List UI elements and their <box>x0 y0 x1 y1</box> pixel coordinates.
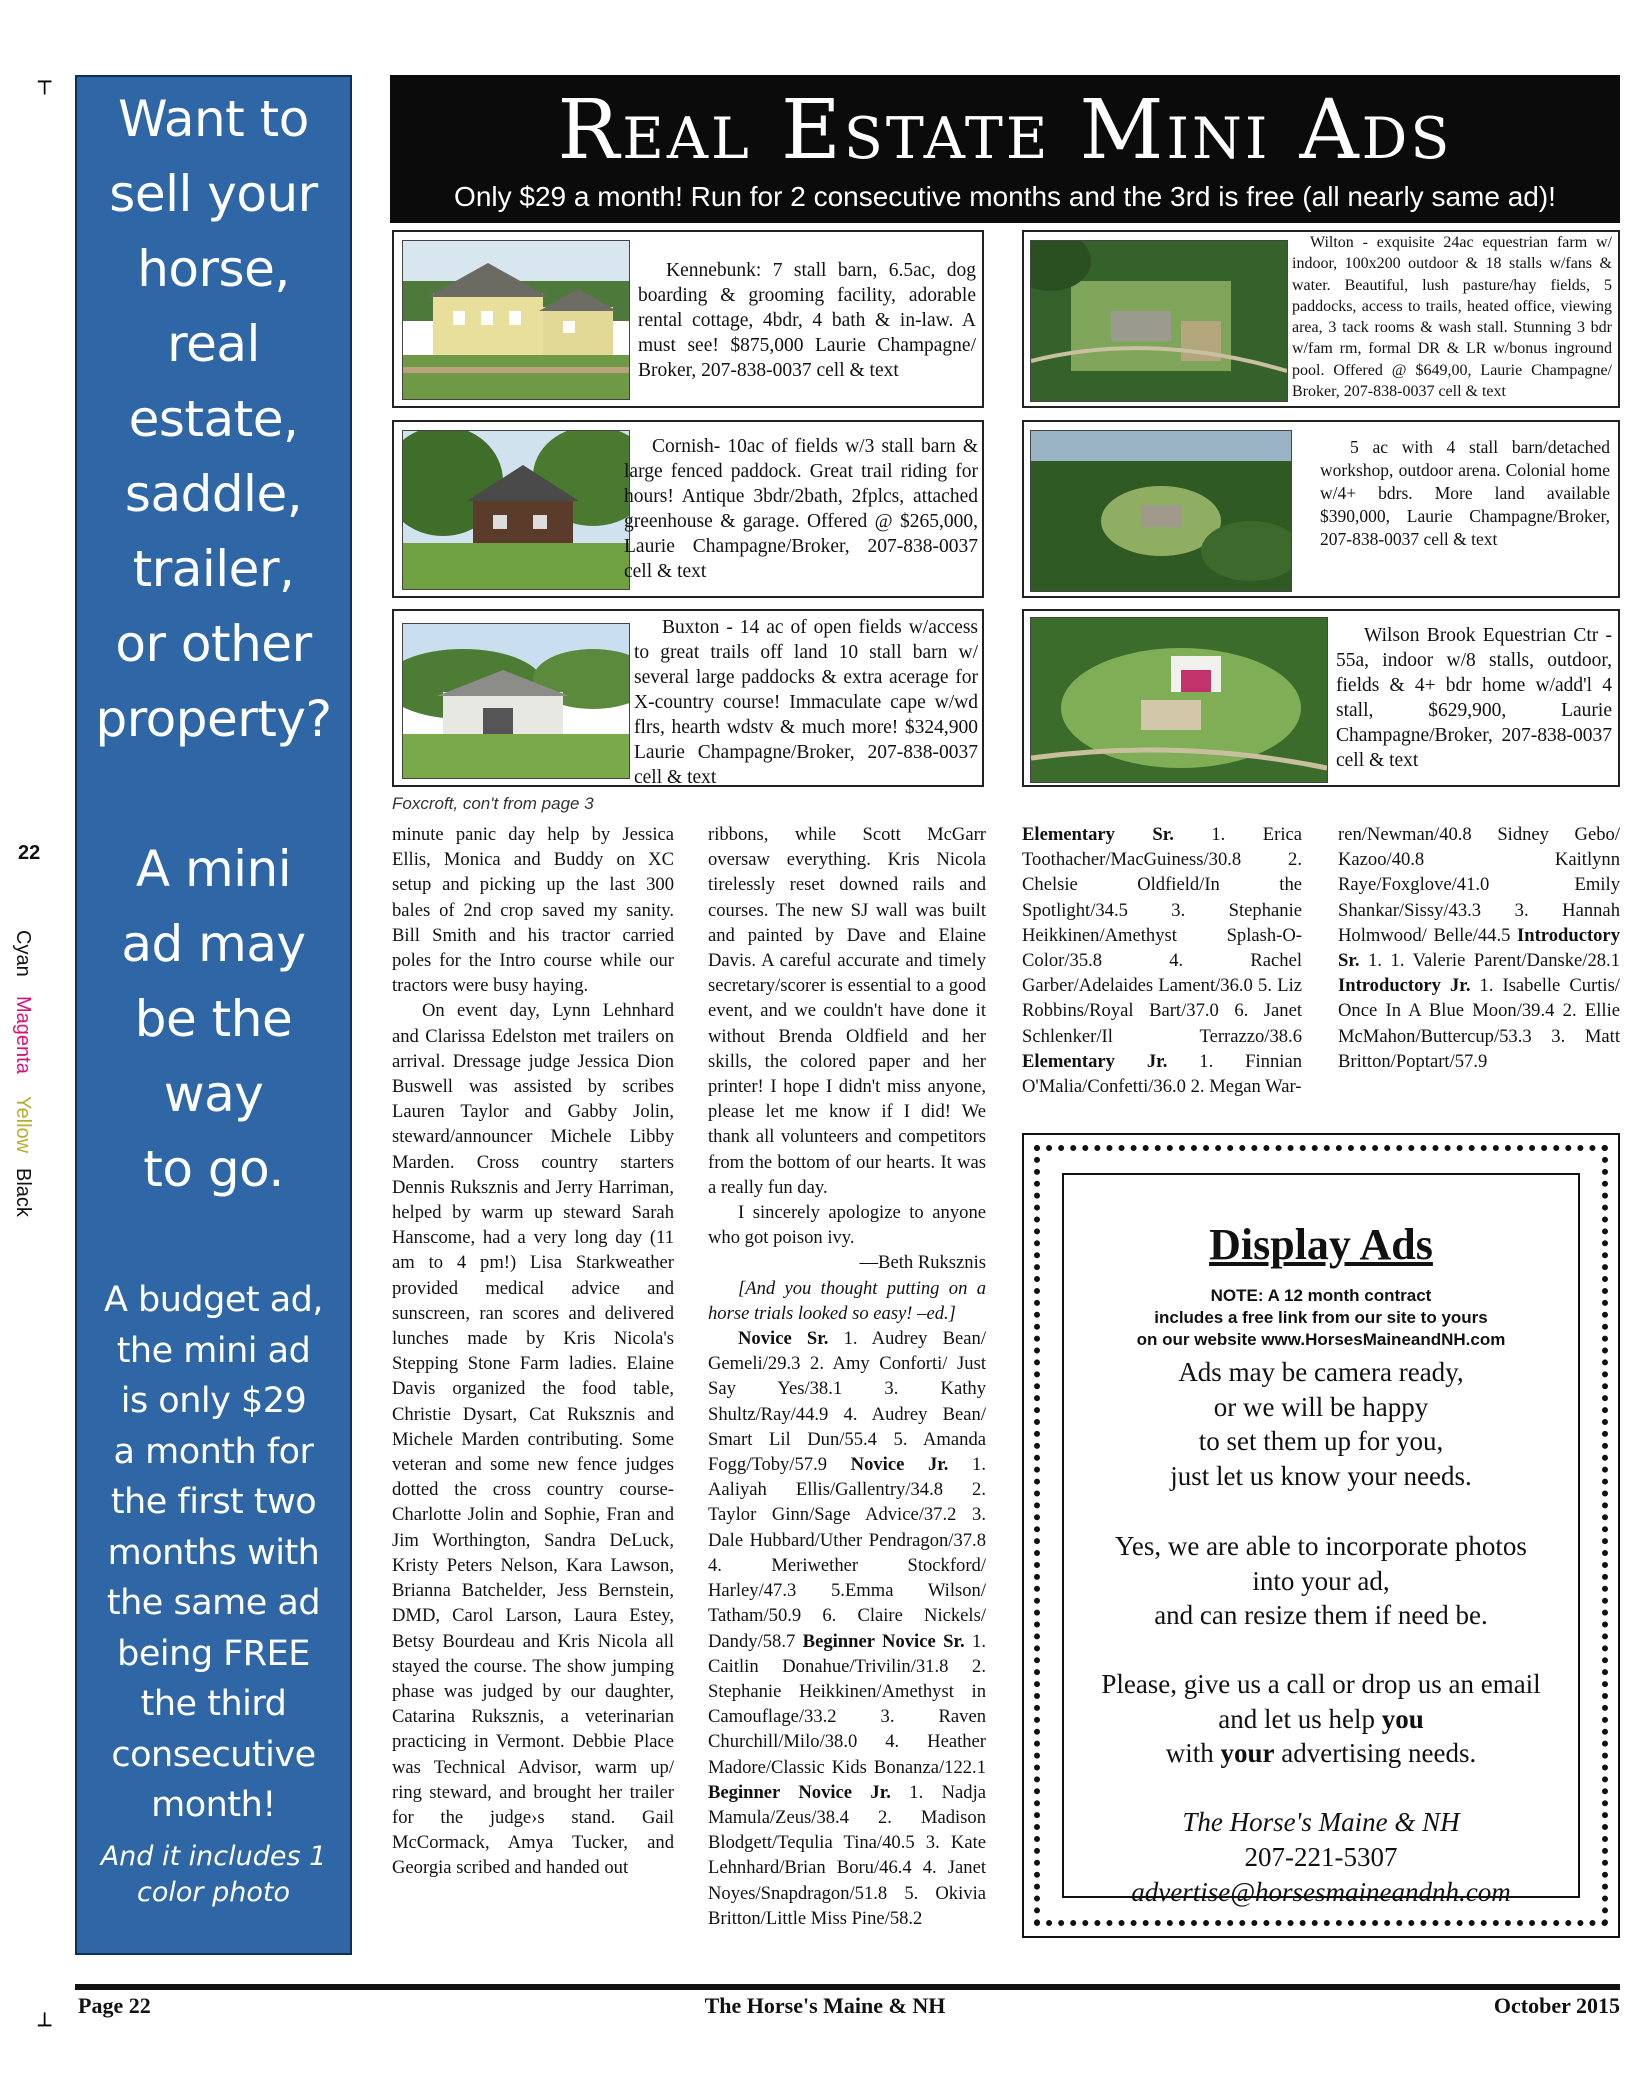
photo-buxton-barn <box>402 623 630 779</box>
photo-wilson-brook-aerial <box>1030 617 1328 783</box>
plate-cyan: Cyan <box>12 930 34 977</box>
sidebar-promo <box>75 75 352 1955</box>
article-column-3 <box>1022 822 1302 1099</box>
plate-yellow: Yellow <box>12 1096 34 1154</box>
article-paragraph: On event day, Lynn Lehnhard and Clarissa Edelston met trailers on arrival. Dressage judge Jessica Dion Buswell was assisted by scribes Lauren Taylor and Gabby Jolin, steward/announcer Michele Libby Marden. Cross country starters Dennis Ruksznis and Jerry Harriman, helped by warm up steward Sarah Hanscome, had a very long day (11 am to 4 pm!) Lisa Starkweather provided medical advice and sunscreen, ran scores and delivered lunches made by Kris Nicola's Stepping Stone Farm ladies. Elaine Davis organized the food table, Christie Dysart, Cat Ruksznis and Michele Marden contributing. Some veteran and some new fence judges dotted the cross country course- Charlotte Jolin and Sophie, Fran and Jim Worthington, Sandra DeLuck, Kristy Peters Nelson, Kara Lawson, Brianna Batchelder, Jess Bernstein, DMD, Carol Larson, Laura Estey, Betsy Bourdeau and Kris Nicola all stayed the course. The show jumping phase was judged by our daughter, Catarina Ruksznis, a veterinarian practicing in Vermont. Debbie Place was Technical Advisor, warm up/ ring steward, and brought her trailer for the judge›s stand. Gail McCormack, Amya Tucker, and Georgia scribed and handed out <box>392 1000 674 1879</box>
company-phone: 207-221-5307 <box>1244 1842 1398 1872</box>
ad-kennebunk <box>392 230 984 408</box>
plate-black: Black <box>12 1168 34 1217</box>
crop-mark-bottom: ┴ <box>38 2014 52 2039</box>
editor-note: [And you thought putting on a horse trials looked so easy! –ed.] <box>708 1277 986 1324</box>
sidebar-heading: Want to sell your horse, real estate, saddle, trailer, or other property? <box>95 90 332 748</box>
ad-wilson-brook-text: Wilson Brook Equestrian Ctr - 55a, indoor w/8 stalls, outdoor, fields & 4+ bdr home w/add'l 4 stall, $629,900, Laurie Champagne/Broker, 207-838-0037 cell & text <box>1336 625 1612 771</box>
display-ads-box <box>1022 1133 1620 1938</box>
plate-magenta: Magenta <box>12 996 34 1074</box>
banner-title: Real Estate Mini Ads <box>557 83 1453 178</box>
footer-date: October 2015 <box>1493 1993 1620 2018</box>
ad-five-acre <box>1022 420 1620 598</box>
continuation-caption: Foxcroft, con't from page 3 <box>392 794 594 813</box>
display-ads-title: Display Ads <box>1209 1220 1433 1269</box>
ad-kennebunk-text: Kennebunk: 7 stall barn, 6.5ac, dog boarding & grooming facility, adorable rental cottage, 4bdr, 4 bath & in-law. A must see! $875,000 Laurie Champagne/ Broker, 207-838-0037 cell & text <box>638 260 976 381</box>
ad-buxton <box>392 609 984 787</box>
real-estate-banner <box>390 75 1620 223</box>
ad-wilton <box>1022 230 1620 408</box>
footer-publication: The Horse's Maine & NH <box>704 1993 946 2018</box>
ad-wilton-text: Wilton - exquisite 24ac equestrian farm w/ indoor, 100x200 outdoor & 18 stalls w/fans & water. Beautiful, lush pasture/hay fields, 5 paddocks, access to trails, heated office, viewing area, 3 tack rooms & wash stall. Stunning 3 bdr w/fam rm, formal DR & LR w/bonus inground pool. Offered @ $649,00, Laurie Champagne/ Broker, 207-838-0037 cell & text <box>1292 234 1612 401</box>
footer-rule <box>75 1984 1620 1990</box>
ad-five-acre-text: 5 ac with 4 stall barn/detached workshop, outdoor arena. Colonial home w/4+ bdrs. More land available $390,000, Laurie Champagne/Broker, 207-838-0037 cell & text <box>1320 437 1610 549</box>
photo-kennebunk-house <box>402 240 630 400</box>
banner-subtitle: Only $29 a month! Run for 2 consecutive months and the 3rd is free (all nearly same ad)! <box>454 181 1556 212</box>
photo-five-acre-aerial <box>1030 430 1292 592</box>
ad-wilson-brook <box>1022 609 1620 787</box>
ad-cornish <box>392 420 984 598</box>
display-ads-paragraph-2: Yes, we are able to incorporate photos into your ad, and can resize them if need be. <box>1115 1531 1527 1630</box>
sidebar-budget: A budget ad, the mini ad is only $29 a month for the first two months with the same ad being FREE the third consecutive month! <box>103 1280 324 1825</box>
results-novice: Novice Sr. 1. Audrey Bean/ Gemeli/29.3 2. Amy Conforti/ Just Say Yes/38.1 3. Kathy Shultz/Ray/44.9 4. Audrey Bean/ Smart Lil Dun/55.4 5. Amanda Fogg/Toby/57.9 Novice Jr. 1. Aaliyah Ellis/Gallentry/34.8 2. Taylor Ginn/Sage Advice/37.2 3. Dale Hubbard/Uther Pendragon/37.8 4. Meriwether Stockford/ Harley/47.3 5.Emma Wilson/ Tatham/50.9 6. Claire Nickels/ Dandy/58.7 Beginner Novice Sr. 1. Caitlin Donahue/Trivilin/31.8 2. Stephanie Heikkinen/Amethyst in Camouflage/33.2 3. Raven Churchill/Milo/38.0 4. Heather Madore/Classic Kids Bonanza/122.1 Beginner Novice Jr. 1. Nadja Mamula/Zeus/38.4 2. Madison Blodgett/Tequlia Tina/40.5 3. Kate Lehnhard/Brian Boru/46.4 4. Janet Noyes/Snapdragon/51.8 5. Okivia Britton/Little Miss Pine/58.2 <box>708 1328 986 1929</box>
sidebar-mini-ad: A mini ad may be the way to go. <box>121 840 306 1198</box>
results-introductory: ren/Newman/40.8 Sidney Gebo/ Kazoo/40.8 Kaitlynn Raye/Foxglove/41.0 Emily Shankar/Sissy/43.3 3. Hannah Holmwood/ Belle/44.5 Introductory Sr. 1. 1. Valerie Parent/Danske/28.1 Introductory Jr. 1. Isabelle Curtis/ Once In A Blue Moon/39.4 2. Ellie McMahon/Buttercup/53.3 3. Matt Britton/Poptart/57.9 <box>1338 824 1620 1072</box>
company-name: The Horse's Maine & NH <box>1182 1807 1460 1837</box>
photo-cornish-barn <box>402 430 630 590</box>
display-ads-inner <box>1062 1173 1580 1907</box>
ad-buxton-text: Buxton - 14 ac of open fields w/access to great trails off land 10 stall barn w/ several large paddocks & extra acerage for X-country course! Immaculate cape w/wd flrs, hearth wdstv & much more! $324,900 Laurie Champagne/Broker, 207-838-0037 cell & text <box>634 617 978 788</box>
display-ads-paragraph-1: Ads may be camera ready, or we will be happy to set them up for you, just let us know your needs. <box>1170 1357 1472 1491</box>
display-ads-note: NOTE: A 12 month contract includes a free link from our site to yours on our website www.HorsesMaineandNH.com <box>1136 1286 1506 1349</box>
article-column-1 <box>392 822 674 1881</box>
color-plate-labels <box>12 930 42 1217</box>
display-ads-paragraph-3: Please, give us a call or drop us an email and let us help you with your advertising needs. <box>1101 1669 1541 1768</box>
article-column-4 <box>1338 822 1620 1074</box>
crop-mark-top: ┬ <box>38 70 52 95</box>
article-paragraph: I sincerely apologize to anyone who got poison ivy. <box>708 1202 986 1249</box>
article-signature: —Beth Ruksznis <box>859 1252 986 1274</box>
ad-cornish-text: Cornish- 10ac of fields w/3 stall barn & large fenced paddock. Great trail riding for hours! Antique 3bdr/2bath, 2fplcs, attached greenhouse & garage. Offered @ $265,000, Laurie Champagne/Broker, 207-838-0037 cell & text <box>624 436 978 582</box>
sidebar-photo-note: And it includes 1 color photo <box>100 1841 327 1908</box>
article-column-2 <box>708 822 986 1931</box>
company-email[interactable]: advertise@horsesmaineandnh.com <box>1131 1877 1511 1907</box>
photo-wilton-aerial <box>1030 240 1288 402</box>
article-paragraph: minute panic day help by Jessica Ellis, Monica and Buddy on XC setup and picking up the last 300 bales of 2nd crop saved my sanity. Bill Smith and his tractor carried poles for the Intro course while our tractors were busy haying. <box>392 824 674 997</box>
margin-page-number: 22 <box>18 842 41 864</box>
article-paragraph: ribbons, while Scott McGarr oversaw everything. Kris Nicola tirelessly reset downed rails and courses. The new SJ wall was built and painted by Dave and Elaine Davis. A careful accurate and timely secretary/scorer is essential to a good event, and we couldn't have done it without Brenda Oldfield and her skills, the colored paper and her printer! I hope I didn't miss anyone, please let me know if I did! We thank all volunteers and competitors from the bottom of our hearts. It was a really fun day. <box>708 824 986 1198</box>
footer-page-number: Page 22 <box>78 1993 151 2018</box>
results-elementary: Elementary Sr. 1. Erica Toothacher/MacGuiness/30.8 2. Chelsie Oldfield/In the Spotlight/34.5 3. Stephanie Heikkinen/Amethyst Splash-O-Color/35.8 4. Rachel Garber/Adelaides Lament/36.0 5. Liz Robbins/Royal Bart/37.0 6. Janet Schlenker/Il Terrazzo/38.6 Elementary Jr. 1. Finnian O'Malia/Confetti/36.0 2. Megan War- <box>1022 824 1303 1098</box>
